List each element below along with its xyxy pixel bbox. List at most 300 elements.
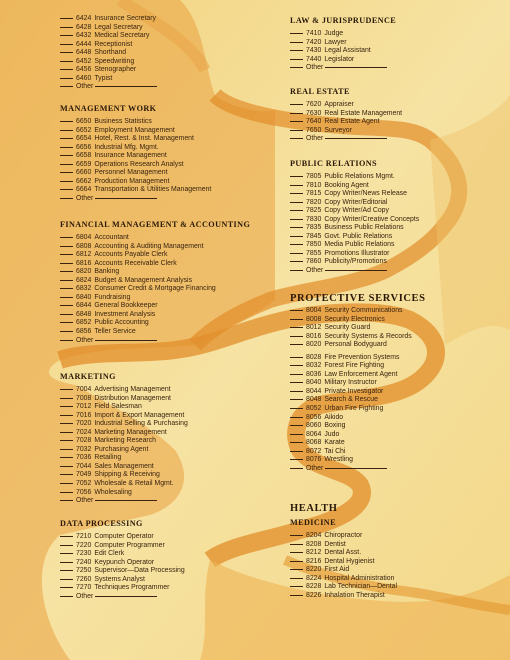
checkmark-blank[interactable]: [60, 52, 73, 53]
item-code: 7410: [306, 30, 322, 37]
checklist-item[interactable]: [290, 333, 505, 342]
checkmark-blank[interactable]: [60, 237, 73, 238]
checkmark-blank[interactable]: [290, 442, 303, 443]
checkmark-blank[interactable]: [60, 121, 73, 122]
checklist-item[interactable]: [290, 396, 505, 405]
checklist-item[interactable]: [290, 118, 505, 127]
checkmark-blank[interactable]: [60, 181, 73, 182]
checkmark-blank[interactable]: [290, 270, 303, 271]
checkmark-blank[interactable]: [60, 254, 73, 255]
checkmark-blank[interactable]: [60, 562, 73, 563]
checkmark-blank[interactable]: [290, 595, 303, 596]
checkmark-blank[interactable]: [290, 67, 303, 68]
checklist-item[interactable]: [60, 403, 280, 412]
checkmark-blank[interactable]: [290, 586, 303, 587]
checklist-item[interactable]: [290, 405, 505, 414]
checkmark-blank[interactable]: [290, 417, 303, 418]
checkmark-blank[interactable]: [60, 398, 73, 399]
item-label: General Bookkeeper: [94, 302, 158, 310]
item-label: Advertising Management: [94, 386, 171, 393]
item-label: Typist: [94, 74, 113, 82]
checklist-item[interactable]: [290, 448, 505, 457]
item-label: Promotions Illustrator: [324, 249, 390, 257]
checklist-item[interactable]: [60, 127, 280, 136]
other-fill-line[interactable]: [95, 86, 157, 87]
checklist-item[interactable]: [290, 316, 505, 325]
checkmark-blank[interactable]: [60, 263, 73, 264]
item-label: Edit Clerk: [94, 550, 125, 558]
checkmark-blank[interactable]: [60, 297, 73, 298]
checklist-item-other[interactable]: [60, 497, 280, 506]
item-code: 8060: [306, 422, 322, 430]
item-label: Dental Hygienist: [324, 557, 375, 565]
item-label: Transportation & Utilities Management: [94, 186, 212, 194]
item-label: Wrestling: [324, 456, 353, 464]
checkmark-blank[interactable]: [290, 261, 303, 262]
checkmark-blank[interactable]: [290, 382, 303, 383]
other-fill-line[interactable]: [325, 67, 387, 68]
checklist-item[interactable]: [290, 371, 505, 380]
checklist-item[interactable]: [60, 533, 280, 542]
item-code: 7855: [306, 249, 322, 257]
checklist-item-other[interactable]: [290, 135, 505, 144]
item-code: 7810: [306, 181, 322, 189]
checklist-item[interactable]: [290, 127, 505, 136]
item-label: Inhalation Therapist: [324, 591, 385, 599]
item-label: Hotel, Rest. & Inst. Management: [94, 135, 194, 143]
checkmark-blank[interactable]: [290, 578, 303, 579]
checkmark-blank[interactable]: [60, 483, 73, 484]
item-label: Receptionist: [94, 40, 133, 48]
checkmark-blank[interactable]: [60, 579, 73, 580]
item-label: Fire Prevention Systems: [324, 353, 400, 361]
checklist-item[interactable]: [60, 480, 280, 489]
checklist-item[interactable]: [290, 422, 505, 431]
checkmark-blank[interactable]: [60, 322, 73, 323]
checkmark-blank[interactable]: [290, 535, 303, 536]
item-label: Private Investigator: [324, 387, 384, 395]
checkmark-blank[interactable]: [60, 500, 73, 501]
item-label: Personal Bodyguard: [324, 341, 387, 349]
checkmark-blank[interactable]: [60, 138, 73, 139]
item-code: 6816: [76, 259, 92, 267]
item-label: Security Guard: [324, 324, 371, 332]
checkmark-blank[interactable]: [60, 246, 73, 247]
checkmark-blank[interactable]: [60, 61, 73, 62]
checkmark-blank[interactable]: [60, 457, 73, 458]
checklist-item[interactable]: [60, 576, 280, 585]
checklist-item[interactable]: [60, 169, 280, 178]
checklist-item[interactable]: [290, 207, 505, 216]
checklist-item[interactable]: [60, 542, 280, 551]
item-code: 7056: [76, 488, 92, 496]
checklist-item[interactable]: [60, 463, 280, 472]
item-code: 6662: [76, 177, 92, 185]
checklist-item[interactable]: [60, 243, 280, 252]
checklist-item[interactable]: [290, 182, 505, 191]
item-label: Hospital Administration: [324, 574, 395, 582]
checkmark-blank[interactable]: [290, 236, 303, 237]
checkmark-blank[interactable]: [60, 271, 73, 272]
checkmark-blank[interactable]: [60, 78, 73, 79]
checklist-item[interactable]: [60, 437, 280, 446]
checkmark-blank[interactable]: [290, 104, 303, 105]
item-code: 6812: [76, 251, 92, 259]
checkmark-blank[interactable]: [290, 59, 303, 60]
section-heading: HEALTH: [290, 503, 338, 514]
checkmark-blank[interactable]: [290, 365, 303, 366]
item-label: Copy Writer/Ad Copy: [324, 207, 389, 215]
item-code: 6844: [76, 302, 92, 310]
checklist-item[interactable]: [290, 575, 505, 584]
checkmark-blank[interactable]: [290, 42, 303, 43]
checklist-item[interactable]: [60, 328, 280, 337]
checkmark-blank[interactable]: [290, 451, 303, 452]
checkmark-blank[interactable]: [290, 227, 303, 228]
checklist-item[interactable]: [290, 341, 505, 350]
checklist-item[interactable]: [290, 558, 505, 567]
checklist-item[interactable]: [60, 319, 280, 328]
item-label: Banking: [94, 268, 120, 276]
other-fill-line[interactable]: [325, 468, 387, 469]
checkmark-blank[interactable]: [290, 425, 303, 426]
checkmark-blank[interactable]: [60, 18, 73, 19]
checklist-item[interactable]: [290, 541, 505, 550]
checkmark-blank[interactable]: [60, 415, 73, 416]
item-label: Dental Asst.: [324, 549, 362, 557]
checklist-item[interactable]: [60, 294, 280, 303]
item-label: Karate: [324, 439, 345, 447]
checkmark-blank[interactable]: [290, 459, 303, 460]
item-label: Wholesale & Retail Mgmt.: [94, 480, 174, 488]
checkmark-blank[interactable]: [290, 391, 303, 392]
checkmark-blank[interactable]: [60, 432, 73, 433]
checkmark-blank[interactable]: [290, 408, 303, 409]
checkmark-blank[interactable]: [60, 423, 73, 424]
checklist-item[interactable]: [290, 173, 505, 182]
checklist-item[interactable]: [60, 559, 280, 568]
item-code: 6428: [76, 23, 92, 31]
checklist-item[interactable]: [290, 532, 505, 541]
checklist-item[interactable]: [290, 566, 505, 575]
checkmark-blank[interactable]: [290, 185, 303, 186]
checklist-item[interactable]: [290, 110, 505, 119]
checklist-item-other[interactable]: [290, 465, 505, 474]
checklist-item[interactable]: [60, 386, 280, 395]
item-label: Medical Secretary: [94, 32, 150, 40]
item-label: Keypunch Operator: [94, 558, 155, 566]
checklist-item[interactable]: [290, 250, 505, 259]
checkmark-blank[interactable]: [60, 305, 73, 306]
item-code: 6664: [76, 186, 92, 194]
checkmark-blank[interactable]: [290, 50, 303, 51]
checkmark-blank[interactable]: [290, 176, 303, 177]
other-fill-line[interactable]: [95, 340, 157, 341]
checklist-item[interactable]: [290, 224, 505, 233]
checklist-item[interactable]: [60, 311, 280, 320]
checklist-item[interactable]: [60, 489, 280, 498]
checklist-item[interactable]: [60, 234, 280, 243]
item-code: 6456: [76, 66, 92, 74]
checklist-item[interactable]: [290, 307, 505, 316]
checklist-item[interactable]: [60, 66, 280, 75]
checklist-item-other[interactable]: [60, 83, 280, 92]
item-label: Investment Analysis: [94, 310, 156, 318]
item-label: Urban Fire Fighting: [324, 405, 384, 413]
checklist-item[interactable]: [290, 549, 505, 558]
checkmark-blank[interactable]: [290, 253, 303, 254]
checkmark-blank[interactable]: [290, 434, 303, 435]
checklist-item[interactable]: [290, 233, 505, 242]
checklist-item[interactable]: [60, 567, 280, 576]
item-code: 8020: [306, 341, 322, 349]
checklist-item[interactable]: [60, 471, 280, 480]
item-code: 8032: [306, 362, 322, 370]
checklist-item[interactable]: [60, 135, 280, 144]
checklist-item[interactable]: [290, 56, 505, 65]
checklist-item[interactable]: [60, 152, 280, 161]
item-code: 7835: [306, 224, 322, 232]
item-code: 7008: [76, 394, 92, 402]
checkmark-blank[interactable]: [60, 155, 73, 156]
item-label: Publicity/Promotions: [324, 258, 387, 266]
item-label: Boxing: [324, 422, 346, 430]
checklist-item[interactable]: [290, 216, 505, 225]
item-label: Import & Export Management: [94, 411, 185, 419]
checklist-item[interactable]: [290, 431, 505, 440]
item-label: Accounting & Auditing Management: [94, 242, 204, 250]
item-code: 7650: [306, 126, 322, 134]
checklist-item[interactable]: [60, 144, 280, 153]
checkmark-blank[interactable]: [290, 244, 303, 245]
item-label: Field Salesman: [94, 403, 142, 411]
checkmark-blank[interactable]: [290, 569, 303, 570]
checklist-item-other[interactable]: [290, 267, 505, 276]
checklist-item[interactable]: [60, 41, 280, 50]
item-code: 7250: [76, 567, 92, 575]
checklist-item[interactable]: [290, 583, 505, 592]
other-fill-line[interactable]: [95, 500, 157, 501]
other-fill-line[interactable]: [95, 198, 157, 199]
checklist-item-other[interactable]: [60, 337, 280, 346]
checkmark-blank[interactable]: [60, 474, 73, 475]
checklist-item[interactable]: [290, 439, 505, 448]
checkmark-blank[interactable]: [60, 44, 73, 45]
checkmark-blank[interactable]: [60, 340, 73, 341]
item-code: 7420: [306, 38, 322, 46]
item-code: 6848: [76, 310, 92, 318]
section-data-processing: [60, 518, 280, 601]
checklist-item[interactable]: [290, 190, 505, 199]
item-label: Public Accounting: [94, 319, 149, 327]
checkmark-blank[interactable]: [290, 336, 303, 337]
other-fill-line[interactable]: [325, 138, 387, 139]
checklist-item-other[interactable]: [290, 64, 505, 73]
item-code: 7016: [76, 411, 92, 419]
checkmark-blank[interactable]: [60, 130, 73, 131]
checklist-item[interactable]: [290, 241, 505, 250]
checklist-item[interactable]: [290, 324, 505, 333]
checklist-item[interactable]: [290, 47, 505, 56]
checklist-item-other[interactable]: [60, 593, 280, 602]
checkmark-blank[interactable]: [60, 27, 73, 28]
checkmark-blank[interactable]: [290, 374, 303, 375]
item-label: Tai Chi: [324, 447, 346, 455]
item-code: 7805: [306, 173, 322, 180]
checkmark-blank[interactable]: [290, 319, 303, 320]
item-code: 8036: [306, 370, 322, 378]
item-label: Other: [306, 464, 324, 472]
checkmark-blank[interactable]: [290, 210, 303, 211]
checkmark-blank[interactable]: [60, 536, 73, 537]
item-code: 7024: [76, 428, 92, 436]
checklist-item[interactable]: [60, 446, 280, 455]
checkmark-blank[interactable]: [60, 596, 73, 597]
checklist-item[interactable]: [290, 354, 505, 363]
section-heading: LAW & JURISPRUDENCE: [290, 16, 397, 25]
checkmark-blank[interactable]: [60, 86, 73, 87]
checkmark-blank[interactable]: [290, 544, 303, 545]
checklist-item[interactable]: [60, 412, 280, 421]
section-heading: MANAGEMENT WORK: [60, 104, 157, 113]
item-code: 8052: [306, 405, 322, 413]
checklist-item[interactable]: [290, 30, 505, 39]
checklist-item[interactable]: [60, 161, 280, 170]
item-label: Other: [76, 194, 94, 202]
section-heading: MARKETING: [60, 372, 116, 381]
checklist-item[interactable]: [60, 58, 280, 67]
item-label: Other: [306, 135, 324, 143]
checkmark-blank[interactable]: [290, 33, 303, 34]
checklist-item[interactable]: [60, 251, 280, 260]
checkmark-blank[interactable]: [290, 193, 303, 194]
item-label: Fundraising: [94, 293, 131, 301]
checkmark-blank[interactable]: [60, 35, 73, 36]
checklist-item[interactable]: [290, 456, 505, 465]
checkmark-blank[interactable]: [60, 492, 73, 493]
checklist-item[interactable]: [60, 75, 280, 84]
checkmark-blank[interactable]: [290, 327, 303, 328]
item-code: 7020: [76, 420, 92, 428]
checklist-item[interactable]: [60, 24, 280, 33]
checkmark-blank[interactable]: [290, 138, 303, 139]
checkmark-blank[interactable]: [60, 147, 73, 148]
other-fill-line[interactable]: [95, 596, 157, 597]
item-code: 7240: [76, 558, 92, 566]
checklist-item[interactable]: [60, 277, 280, 286]
checkmark-blank[interactable]: [290, 561, 303, 562]
checklist-item[interactable]: [290, 379, 505, 388]
checklist-item[interactable]: [60, 454, 280, 463]
item-label: Personnel Management: [94, 169, 168, 177]
checkmark-blank[interactable]: [290, 219, 303, 220]
checkmark-blank[interactable]: [60, 314, 73, 315]
section-health: [290, 503, 505, 600]
checklist-item[interactable]: [60, 260, 280, 269]
checkmark-blank[interactable]: [60, 288, 73, 289]
item-label: Insurance Management: [94, 152, 167, 160]
checkmark-blank[interactable]: [290, 399, 303, 400]
checkmark-blank[interactable]: [290, 552, 303, 553]
checklist-item[interactable]: [290, 101, 505, 110]
checklist-item[interactable]: [60, 49, 280, 58]
checkmark-blank[interactable]: [290, 468, 303, 469]
checklist-item-other[interactable]: [60, 195, 280, 204]
checkmark-blank[interactable]: [290, 113, 303, 114]
checkmark-blank[interactable]: [290, 130, 303, 131]
checkmark-blank[interactable]: [60, 198, 73, 199]
checklist-item[interactable]: [60, 268, 280, 277]
checkmark-blank[interactable]: [290, 310, 303, 311]
checkmark-blank[interactable]: [60, 389, 73, 390]
item-label: Surveyor: [324, 126, 352, 134]
checkmark-blank[interactable]: [60, 570, 73, 571]
checklist-item[interactable]: [290, 258, 505, 267]
checklist-item[interactable]: [290, 414, 505, 423]
checklist-item[interactable]: [60, 429, 280, 438]
checkmark-blank[interactable]: [290, 357, 303, 358]
other-fill-line[interactable]: [325, 270, 387, 271]
checkmark-blank[interactable]: [60, 545, 73, 546]
checklist-item[interactable]: [60, 32, 280, 41]
checkmark-blank[interactable]: [60, 331, 73, 332]
checkmark-blank[interactable]: [60, 69, 73, 70]
checklist-item[interactable]: [60, 395, 280, 404]
checkmark-blank[interactable]: [60, 449, 73, 450]
section-heading: DATA PROCESSING: [60, 519, 143, 528]
checkmark-blank[interactable]: [290, 121, 303, 122]
checklist-item[interactable]: [290, 592, 505, 601]
item-code: 8004: [306, 307, 322, 314]
item-label: Media Public Relations: [324, 241, 395, 249]
checkmark-blank[interactable]: [60, 553, 73, 554]
section-management-work: [60, 103, 280, 203]
checklist-item[interactable]: [60, 420, 280, 429]
item-code: 6650: [76, 118, 92, 125]
checklist-item[interactable]: [60, 285, 280, 294]
checkmark-blank[interactable]: [60, 189, 73, 190]
checklist-item[interactable]: [60, 178, 280, 187]
checkmark-blank[interactable]: [60, 587, 73, 588]
checklist-item[interactable]: [60, 15, 280, 24]
checkmark-blank[interactable]: [60, 440, 73, 441]
checklist-item[interactable]: [60, 584, 280, 593]
checkmark-blank[interactable]: [60, 172, 73, 173]
checkmark-blank[interactable]: [60, 466, 73, 467]
checklist-item[interactable]: [60, 186, 280, 195]
checklist-item[interactable]: [290, 39, 505, 48]
checkmark-blank[interactable]: [60, 164, 73, 165]
item-label: Business Statistics: [94, 118, 152, 125]
checkmark-blank[interactable]: [290, 202, 303, 203]
checklist-item[interactable]: [290, 388, 505, 397]
item-code: 8226: [306, 591, 322, 599]
checklist-item[interactable]: [60, 550, 280, 559]
item-code: 6808: [76, 242, 92, 250]
section-heading: PUBLIC RELATIONS: [290, 159, 378, 168]
checkmark-blank[interactable]: [290, 344, 303, 345]
item-label: Techniques Programmer: [94, 584, 170, 592]
item-code: 6660: [76, 169, 92, 177]
checklist-item[interactable]: [60, 302, 280, 311]
checklist-item[interactable]: [290, 199, 505, 208]
checklist-item[interactable]: [60, 118, 280, 127]
section-heading: REAL ESTATE: [290, 87, 350, 96]
checklist-item[interactable]: [290, 362, 505, 371]
checkmark-blank[interactable]: [60, 406, 73, 407]
checkmark-blank[interactable]: [60, 280, 73, 281]
item-label: Copy Writer/Creative Concepts: [324, 215, 420, 223]
